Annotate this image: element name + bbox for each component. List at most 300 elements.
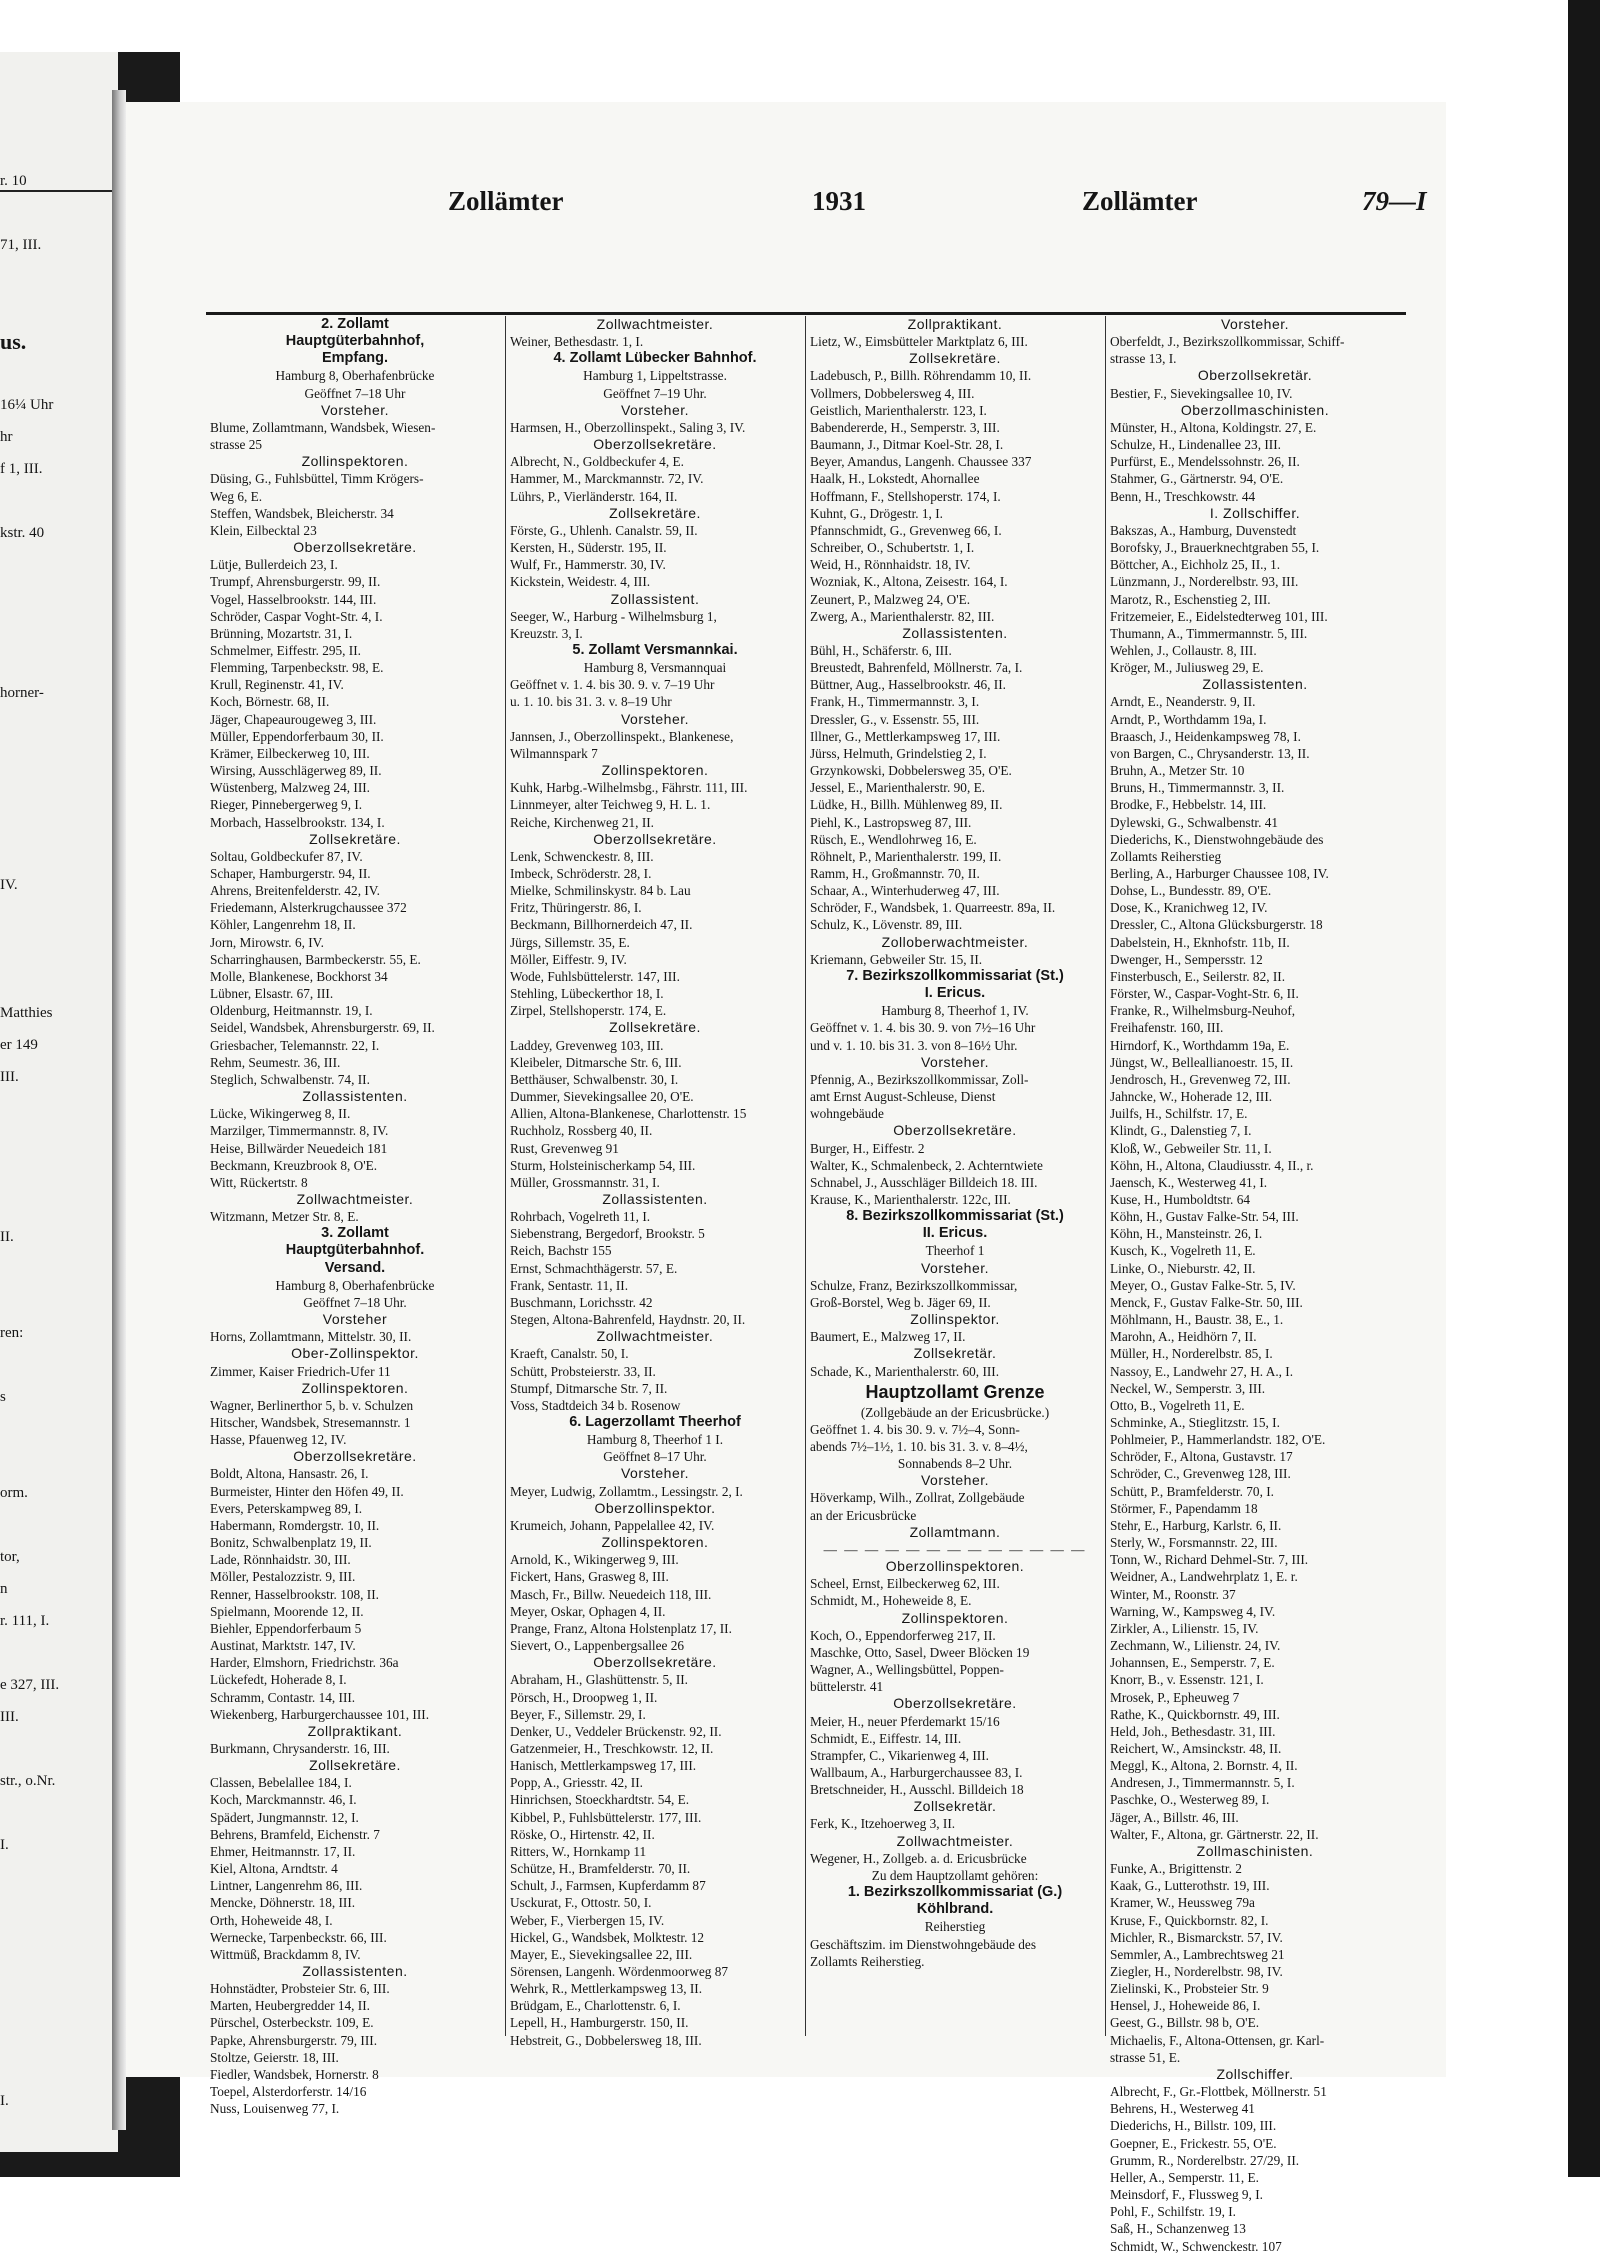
entry-line: Dressler, G., v. Essenstr. 55, III. [810, 711, 980, 727]
prev-page-fragment: II. [0, 1229, 14, 1245]
entry-line: Dohse, L., Bundesstr. 89, O'E. [1110, 883, 1272, 899]
prev-page-fragment: III. [0, 1709, 19, 1725]
entry-line: Kusch, K., Vogelreth 11, E. [1110, 1243, 1256, 1259]
entry-line: Burger, H., Eiffestr. 2 [810, 1140, 925, 1156]
office-info: Hamburg 8, Theerhof 1 I. [586, 1432, 724, 1448]
entry-line: Beckmann, Kreuzbrook 8, O'E. [210, 1157, 378, 1173]
prev-page-fragment: ren: [0, 1325, 24, 1341]
entry-line: Brüdgam, E., Charlottenstr. 6, I. [510, 1998, 681, 2014]
section-heading: Zollinspektoren. [901, 1609, 1009, 1626]
section-heading: Zollwachtmeister. [296, 1190, 414, 1207]
section-heading: Zollassistenten. [302, 1963, 408, 1979]
blank-entry-line: — — — — — — — — — — — — — [823, 1541, 1087, 1557]
entry-line: Vogel, Hasselbrookstr. 144, III. [210, 591, 377, 607]
entry-line: Dwenger, H., Sempersstr. 12 [1110, 951, 1263, 967]
section-heading: Vorsteher. [620, 710, 690, 727]
section-heading: Zollwachtmeister. [596, 1328, 714, 1345]
entry-line: Geöffnet 1. 4. bis 30. 9. v. 7½–4, Sonn- [810, 1421, 1020, 1437]
entry-line: Pfennig, A., Bezirkszollkommissar, Zoll- [810, 1071, 1029, 1087]
entry-line: Papke, Ahrensburgerstr. 79, III. [210, 2032, 378, 2048]
entry-line: Möhlmann, H., Baustr. 38, E., 1. [1110, 1312, 1284, 1328]
entry-line: Freihafenstr. 160, III. [1110, 1020, 1224, 1036]
entry-line: Marohn, A., Heidhörn 7, II. [1110, 1329, 1257, 1345]
entry-line: Semmler, A., Lambrechtsweg 21 [1110, 1946, 1285, 1962]
office-heading: Empfang. [321, 350, 389, 367]
entry-line: Kruse, F., Quickbornstr. 82, I. [1110, 1912, 1269, 1928]
prev-page-fragment: us. [0, 329, 27, 354]
entry-line: Stehr, E., Harburg, Karlstr. 6, II. [1110, 1517, 1282, 1533]
section-heading: Vorsteher. [1220, 316, 1290, 332]
section-heading: Zollsekretäre. [609, 1019, 701, 1036]
previous-page-edge [0, 52, 118, 2152]
entry-line: Koch, Marckmannstr. 46, I. [210, 1792, 357, 1808]
entry-line: Lepell, H., Hamburgerstr. 150, II. [510, 2015, 689, 2031]
entry-line: Mielke, Schmilinskystr. 84 b. Lau [510, 883, 691, 899]
entry-line: Blume, Zollamtmann, Wandsbek, Wiesen- [210, 419, 436, 435]
entry-line: Winter, M., Roonstr. 37 [1110, 1586, 1236, 1602]
entry-line: Oberfeldt, J., Bezirkszollkommissar, Schiff- [1110, 334, 1345, 350]
entry-line: Marzilger, Timmermannstr. 8, IV. [210, 1123, 389, 1139]
entry-line: Zirpel, Stellshoperstr. 174, E. [510, 1003, 667, 1019]
entry-line: Soltau, Goldbeckufer 87, IV. [210, 848, 363, 864]
entry-line: Schulz, K., Lövenstr. 89, III. [810, 917, 963, 933]
entry-line: Baumann, J., Ditmar Koel-Str. 28, I. [810, 437, 1004, 453]
entry-line: Juilfs, H., Schilfstr. 17, E. [1110, 1106, 1248, 1122]
entry-line: Masch, Fr., Billw. Neuedeich 118, III. [510, 1586, 712, 1602]
entry-line: Zimmer, Kaiser Friedrich-Ufer 11 [210, 1363, 391, 1379]
entry-line: wohngebäude [810, 1106, 884, 1122]
section-heading: Zollassistent. [610, 590, 700, 607]
entry-line: Hensel, J., Hoheweide 86, I. [1110, 1998, 1261, 2014]
section-heading: Zollassistenten. [1202, 676, 1308, 693]
entry-line: Bühl, H., Schäferstr. 6, III. [810, 642, 952, 658]
section-heading: Zollsekretäre. [309, 1757, 401, 1774]
entry-line: Geöffnet v. 1. 4. bis 30. 9. von 7½–16 Uhr [810, 1020, 1036, 1036]
entry-line: Jessel, E., Marienthalerstr. 90, E. [810, 780, 986, 796]
entry-line: Rieger, Pinnebergerweg 9, I. [210, 797, 363, 813]
entry-line: Geest, G., Billstr. 98 b, O'E. [1110, 2015, 1260, 2031]
entry-line: Groß-Borstel, Weg b. Jäger 69, II. [810, 1294, 991, 1310]
entry-line: Michaelis, F., Altona-Ottensen, gr. Karl- [1110, 2032, 1325, 2048]
entry-line: Krause, K., Marienthalerstr. 122c, III. [810, 1191, 1011, 1207]
section-heading: Oberzollsekretäre. [893, 1695, 1017, 1712]
entry-line: Schult, J., Farmsen, Kupferdamm 87 [510, 1878, 706, 1894]
office-info: Geöffnet 7–19 Uhr. [603, 385, 707, 401]
entry-line: Bakszas, A., Hamburg, Duvenstedt [1110, 522, 1297, 538]
entry-line: Schaar, A., Winterhuderweg 47, III. [810, 883, 1000, 899]
entry-line: Schulze, H., Lindenallee 23, III. [1110, 437, 1281, 453]
entry-line: Braasch, J., Heidenkampsweg 78, I. [1110, 728, 1301, 744]
entry-line: Koch, Börnestr. 68, II. [210, 694, 330, 710]
entry-line: Schröder, F., Altona, Gustavstr. 17 [1110, 1449, 1293, 1465]
entry-line: Krämer, Eilbeckerweg 10, III. [210, 745, 370, 761]
entry-line: Heise, Billwärder Neuedeich 181 [210, 1140, 388, 1156]
office-title: Hauptzollamt Grenze [865, 1381, 1045, 1402]
entry-line: Rehm, Seumestr. 36, III. [210, 1054, 341, 1070]
entry-line: Trumpf, Ahrensburgerstr. 99, II. [210, 574, 381, 590]
entry-line: Pohlmeier, P., Hammerlandstr. 182, O'E. [1110, 1432, 1326, 1448]
entry-line: Zollamts Reiherstieg. [810, 1953, 925, 1969]
section-heading: Zollsekretär. [913, 1345, 997, 1362]
entry-line: Büttner, Aug., Hasselbrookstr. 46, II. [810, 677, 1006, 693]
entry-line: Linnmeyer, alter Teichweg 9, H. L. 1. [510, 797, 711, 813]
entry-line: Lenk, Schwenckestr. 8, III. [510, 848, 654, 864]
entry-line: Scheel, Ernst, Eilbeckerweg 62, III. [810, 1576, 1000, 1592]
office-heading: Köhlbrand. [916, 1901, 994, 1918]
entry-line: Piehl, K., Lastropsweg 87, III. [810, 814, 972, 830]
entry-line: Breustedt, Bahrenfeld, Möllnerstr. 7a, I. [810, 660, 1023, 676]
entry-line: Zeunert, P., Malzweg 24, O'E. [810, 591, 971, 607]
entry-line: Vollmers, Dobbelersweg 4, III. [810, 385, 975, 401]
entry-line: Fickert, Hans, Grasweg 8, III. [510, 1569, 669, 1585]
entry-line: büttelerstr. 41 [810, 1679, 884, 1695]
entry-line: Lührs, P., Vierländerstr. 164, II. [510, 488, 678, 504]
entry-line: Abraham, H., Glashüttenstr. 5, II. [510, 1672, 688, 1688]
entry-line: Dabelstein, H., Eknhofstr. 11b, II. [1110, 934, 1290, 950]
prev-page-fragment: kstr. 40 [0, 525, 45, 541]
office-info: Hamburg 8, Theerhof 1, IV. [881, 1003, 1029, 1019]
entry-line: Kickstein, Weidestr. 4, III. [510, 574, 651, 590]
entry-line: Held, Joh., Bethesdastr. 31, III. [1110, 1723, 1276, 1739]
entry-line: Walter, F., Altona, gr. Gärtnerstr. 22, II. [1110, 1826, 1319, 1842]
entry-line: Sievert, O., Lappenbergsallee 26 [510, 1638, 685, 1654]
entry-line: Schütt, P., Bramfelderstr. 70, I. [1110, 1483, 1274, 1499]
entry-line: Harmsen, H., Oberzollinspekt., Saling 3, IV. [510, 419, 746, 435]
entry-line: Lietz, W., Eimsbütteler Marktplatz 6, III. [810, 334, 1028, 350]
entry-line: Rohrbach, Vogelreth 11, I. [510, 1209, 651, 1225]
entry-line: Borofsky, J., Brauerknechtgraben 55, I. [1110, 540, 1320, 556]
section-heading: Vorsteher. [320, 401, 390, 418]
entry-line: Siebenstrang, Bergedorf, Brookstr. 5 [510, 1226, 705, 1242]
prev-page-fragment: Matthies [0, 1005, 53, 1021]
entry-line: Schütt, Probsteierstr. 33, II. [510, 1363, 656, 1379]
entry-line: Köhn, H., Mansteinstr. 26, I. [1110, 1226, 1263, 1242]
section-heading: Oberzollsekretär. [1197, 367, 1313, 384]
entry-line: Tonn, W., Richard Dehmel-Str. 7, III. [1110, 1552, 1309, 1568]
entry-line: Johannsen, E., Semperstr. 7, E. [1110, 1655, 1275, 1671]
entry-line: Kreuzstr. 3, I. [510, 625, 583, 641]
entry-line: von Bargen, C., Chrysanderstr. 13, II. [1110, 745, 1310, 761]
entry-line: Witzmann, Metzer Str. 8, E. [210, 1209, 359, 1225]
entry-line: Geschäftszim. im Dienstwohngebäude des [810, 1936, 1036, 1952]
entry-line: Klein, Eilbecktal 23 [210, 522, 317, 538]
entry-line: Ehmer, Heitmannstr. 17, II. [210, 1843, 356, 1859]
entry-line: Seidel, Wandsbek, Ahrensburgerstr. 69, II. [210, 1020, 435, 1036]
office-heading: 6. Lagerzollamt Theerhof [569, 1414, 741, 1430]
entry-line: Bruhn, A., Metzer Str. 10 [1110, 763, 1245, 779]
entry-line: Spädert, Jungmannstr. 12, I. [210, 1809, 359, 1825]
entry-line: Stahmer, G., Gärtnerstr. 94, O'E. [1110, 471, 1284, 487]
entry-line: Wehrk, R., Mettlerkampsweg 13, II. [510, 1981, 703, 1997]
entry-line: Stehling, Lübeckerthor 18, I. [510, 986, 664, 1002]
entry-line: Illner, G., Mettlerkampsweg 17, III. [810, 728, 1001, 744]
entry-line: Dummer, Sievekingsallee 20, O'E. [510, 1089, 694, 1105]
entry-line: Weidner, A., Landwehrplatz 1, E. r. [1110, 1569, 1298, 1585]
entry-line: Köhler, Langenrehm 18, II. [210, 917, 356, 933]
entry-line: Kröger, M., Juliusweg 29, E. [1110, 660, 1264, 676]
entry-line: Grumm, R., Norderelbstr. 27/29, II. [1110, 2152, 1300, 2168]
entry-line: Kloß, W., Gebweiler Str. 11, I. [1110, 1140, 1272, 1156]
entry-line: Toepel, Alsterdorferstr. 14/16 [210, 2084, 367, 2100]
entry-line: Rüsch, E., Wendlohrweg 16, E. [810, 831, 977, 847]
entry-line: Seeger, W., Harburg - Wilhelmsburg 1, [510, 608, 717, 624]
section-heading: Zollsekretäre. [609, 504, 701, 521]
prev-page-fragment: n [0, 1581, 8, 1597]
entry-line: Zechmann, W., Lilienstr. 24, IV. [1110, 1638, 1281, 1654]
entry-line: Köhn, H., Altona, Claudiusstr. 4, II., r. [1110, 1157, 1314, 1173]
entry-line: Schmelmer, Eiffestr. 295, II. [210, 642, 361, 658]
office-heading: Hauptgüterbahnhof. [285, 1242, 425, 1259]
entry-line: Müller, H., Norderelbstr. 85, I. [1110, 1346, 1273, 1362]
entry-line: Morbach, Hasselbrookstr. 134, I. [210, 814, 385, 830]
section-heading: Oberzollsekretäre. [293, 539, 417, 556]
office-info: (Zollgebäude an der Ericusbrücke.) [860, 1404, 1050, 1420]
entry-line: Hickel, G., Wandsbek, Molktestr. 12 [510, 1929, 705, 1945]
entry-line: Hirndorf, K., Worthdamm 19a, E. [1110, 1037, 1290, 1053]
entry-line: Schaper, Hamburgerstr. 94, II. [210, 866, 371, 881]
office-info: Hamburg 8, Versmannquai [583, 660, 727, 676]
prev-page-fragment: e 327, III. [0, 1677, 60, 1693]
page-number: 79—I [1362, 186, 1427, 216]
entry-line: Lübner, Elsastr. 67, III. [210, 986, 334, 1002]
entry-line: Scharringhausen, Barmbeckerstr. 55, E. [210, 951, 421, 967]
entry-line: Bruns, H., Timmermannstr. 3, II. [1110, 780, 1285, 796]
entry-line: Haalk, H., Lokstedt, Ahornallee [810, 471, 980, 487]
entry-line: Meyer, Oskar, Ophagen 4, II. [510, 1603, 666, 1619]
entry-line: Brodke, F., Hebbelstr. 14, III. [1110, 797, 1267, 813]
entry-line: Jürss, Helmuth, Grindelstieg 2, I. [810, 745, 987, 761]
entry-line: Schmidt, E., Eiffestr. 14, III. [810, 1730, 962, 1746]
entry-line: Burmeister, Hinter den Höfen 49, II. [210, 1483, 404, 1499]
entry-line: Koch, O., Eppendorferweg 217, II. [810, 1627, 996, 1643]
entry-line: Burkmann, Chrysanderstr. 16, III. [210, 1740, 390, 1756]
section-heading: Oberzollsekretäre. [593, 1654, 717, 1671]
section-heading: Zollschiffer. [1216, 2065, 1294, 2082]
entry-line: Fritz, Thüringerstr. 86, I. [510, 900, 642, 916]
section-heading: Zollpraktikant. [307, 1722, 403, 1739]
entry-line: Thumann, A., Timmermannstr. 5, III. [1110, 625, 1308, 641]
entry-line: Pörsch, H., Droopweg 1, II. [510, 1689, 658, 1705]
entry-line: Schreiber, O., Schubertstr. 1, I. [810, 540, 975, 556]
entry-line: Lütje, Bullerdeich 23, I. [210, 557, 338, 573]
entry-line: Münster, H., Altona, Koldingstr. 27, E. [1110, 419, 1317, 435]
section-heading: Zollsekretär. [913, 1798, 997, 1815]
entry-line: Harder, Elmshorn, Friedrichstr. 36a [210, 1655, 399, 1671]
section-heading: Zollinspektoren. [601, 762, 709, 779]
entry-line: Frank, H., Timmermannstr. 3, I. [810, 694, 980, 710]
entry-line: Kibbel, P., Fuhlsbüttelerstr. 177, III. [510, 1809, 702, 1825]
entry-line: u. 1. 10. bis 31. 3. v. 8–19 Uhr [510, 694, 672, 710]
office-heading: II. Ericus. [922, 1225, 988, 1242]
entry-line: Schmidt, W., Schwenckestr. 107 [1110, 2238, 1282, 2254]
entry-line: Jendrosch, H., Grevenweg 72, III. [1110, 1071, 1291, 1087]
prev-page-fragment: r. 111, I. [0, 1613, 50, 1629]
entry-line: Heller, A., Semperstr. 11, E. [1110, 2169, 1259, 2185]
entry-line: Rathe, K., Quickbornstr. 49, III. [1110, 1706, 1280, 1722]
office-info: Hamburg 8, Oberhafenbrücke [275, 1277, 435, 1293]
column-4 [1110, 316, 1400, 2254]
entry-line: Betthäuser, Schwalbenstr. 30, I. [510, 1071, 679, 1087]
entry-line: Habermann, Romdergstr. 10, II. [210, 1517, 380, 1533]
section-heading: Zollinspektor. [910, 1311, 1000, 1328]
entry-line: Mayer, E., Sievekingsallee 22, III. [510, 1946, 693, 1962]
entry-line: Classen, Bebelallee 184, I. [210, 1775, 352, 1791]
entry-line: Wittmüß, Brackdamm 8, IV. [210, 1946, 361, 1962]
entry-line: Goepner, E., Frickestr. 55, O'E. [1110, 2135, 1277, 2151]
office-heading: 2. Zollamt [321, 316, 389, 332]
entry-line: Ritters, W., Hornkamp 11 [510, 1843, 647, 1859]
entry-line: Müller, Grossmannstr. 31, I. [510, 1174, 660, 1190]
section-heading: Zollinspektoren. [301, 1379, 409, 1396]
entry-line: Jahncke, W., Hoherade 12, III. [1110, 1089, 1273, 1105]
entry-line: Denker, U., Veddeler Brückenstr. 92, II. [510, 1723, 722, 1739]
office-heading: 5. Zollamt Versmannkai. [572, 641, 738, 658]
entry-line: Andresen, J., Timmermannstr. 5, I. [1110, 1775, 1295, 1791]
entry-line: Linke, O., Nieburstr. 42, II. [1110, 1260, 1256, 1276]
column-2 [510, 316, 800, 2048]
office-info: Hamburg 8, Oberhafenbrücke [275, 368, 435, 384]
prev-page-rule [0, 190, 118, 192]
section-heading: Vorsteher. [920, 1259, 990, 1276]
entry-line: Wernecke, Tarpenbeckstr. 66, III. [210, 1929, 387, 1945]
entry-line: Otto, B., Vogelreth 11, E. [1110, 1397, 1245, 1413]
office-info: Hamburg 1, Lippeltstrasse. [583, 368, 727, 384]
header-right-title: Zollämter [1082, 186, 1198, 216]
entry-line: Förster, W., Caspar-Voght-Str. 6, II. [1110, 986, 1299, 1002]
entry-line: Behrens, Bramfeld, Eichenstr. 7 [210, 1826, 380, 1842]
prev-page-fragment: IV. [0, 877, 18, 893]
entry-line: Ramm, H., Großmannstr. 70, II. [810, 866, 980, 881]
section-heading: Vorsteher. [920, 1053, 990, 1070]
entry-line: Zwerg, A., Marienthalerstr. 82, III. [810, 608, 995, 624]
entry-line: Frank, Sentastr. 11, II. [510, 1277, 629, 1293]
entry-line: Benn, H., Treschkowstr. 44 [1110, 488, 1256, 504]
entry-line: Austinat, Marktstr. 147, IV. [210, 1638, 356, 1654]
entry-line: Baumert, E., Malzweg 17, II. [810, 1329, 966, 1345]
entry-line: Hammer, M., Marckmannstr. 72, IV. [510, 471, 704, 487]
column-divider [805, 316, 806, 2036]
entry-line: Schütze, H., Bramfelderstr. 70, II. [510, 1861, 691, 1877]
entry-line: Molle, Blankenese, Bockhorst 34 [210, 968, 388, 984]
entry-line: Wilmannspark 7 [510, 745, 598, 761]
entry-line: Schröder, Caspar Voght-Str. 4, I. [210, 608, 383, 624]
column-1 [210, 316, 500, 2117]
entry-line: Buschmann, Lorichsstr. 42 [510, 1294, 653, 1310]
entry-line: Walter, K., Schmalenbeck, 2. Achterntwiete [810, 1157, 1043, 1173]
entry-line: Wulf, Fr., Hammerstr. 30, IV. [510, 557, 666, 573]
entry-line: Strampfer, C., Vikarienweg 4, III. [810, 1747, 989, 1763]
entry-line: Orth, Hoheweide 48, I. [210, 1912, 333, 1928]
entry-line: Hasse, Pfauenweg 12, IV. [210, 1432, 347, 1448]
entry-line: Grzynkowski, Dobbelersweg 35, O'E. [810, 763, 1012, 779]
entry-line: Förste, G., Uhlenh. Canalstr. 59, II. [510, 522, 698, 538]
entry-line: Stoltze, Geierstr. 18, III. [210, 2049, 339, 2065]
column-3 [810, 316, 1100, 2036]
entry-line: Finsterbusch, E., Seilerstr. 82, II. [1110, 968, 1286, 984]
section-heading: Vorsteher. [920, 1472, 990, 1489]
header-left-title: Zollämter [448, 186, 564, 216]
entry-line: Nassoy, E., Landwehr 27, H. A., I. [1110, 1363, 1294, 1379]
entry-line: Möller, Pestalozzistr. 9, III. [210, 1569, 356, 1585]
office-info: Theerhof 1 [925, 1243, 985, 1259]
entry-line: Lückefedt, Hoherade 8, I. [210, 1672, 347, 1688]
entry-line: Meyer, Ludwig, Zollamtm., Lessingstr. 2, I. [510, 1483, 743, 1499]
entry-line: Weber, F., Vierbergen 15, IV. [510, 1912, 665, 1928]
section-heading: Vorsteher [322, 1311, 388, 1328]
entry-line: Kiel, Altona, Arndtstr. 4 [210, 1861, 338, 1877]
prev-page-fragment: III. [0, 1069, 19, 1085]
entry-line: Zirkler, A., Lilienstr. 15, IV. [1110, 1620, 1259, 1636]
entry-line: Meinsdorf, F., Flussweg 9, I. [1110, 2187, 1263, 2203]
entry-line: Marotz, R., Eschenstieg 2, III. [1110, 591, 1271, 607]
entry-line: Ruchholz, Rossberg 40, II. [510, 1123, 653, 1139]
section-heading: Zollassistenten. [302, 1088, 408, 1105]
column-divider [505, 316, 506, 2036]
directory-page [126, 102, 1446, 2254]
section-heading: Zollinspektoren. [301, 453, 409, 470]
entry-line: amt Ernst August-Schleuse, Dienst [810, 1089, 996, 1105]
entry-line: Hoffmann, F., Stellshoperstr. 174, I. [810, 488, 1001, 504]
entry-line: Pürschel, Osterbeckstr. 109, E. [210, 2015, 374, 2031]
entry-line: Wehlen, J., Collaustr. 8, III. [1110, 642, 1257, 658]
section-heading: Oberzollsekretäre. [893, 1122, 1017, 1139]
entry-line: Jorn, Mirowstr. 6, IV. [210, 934, 324, 950]
entry-line: Hanisch, Mettlerkampsweg 17, III. [510, 1758, 697, 1774]
entry-line: Kramer, W., Heussweg 79a [1110, 1895, 1255, 1911]
entry-line: Bretschneider, H., Ausschl. Billdeich 18 [810, 1782, 1024, 1798]
entry-line: Ferk, K., Itzehoerweg 3, II. [810, 1816, 956, 1832]
entry-line: Wirsing, Ausschlägerweg 89, II. [210, 763, 382, 779]
entry-line: Geistlich, Marienthalerstr. 123, I. [810, 402, 987, 418]
entry-line: Jüngst, W., Belleallianoestr. 15, II. [1110, 1054, 1294, 1070]
entry-line: Lücke, Wikingerweg 8, II. [210, 1106, 351, 1122]
section-heading: Oberzollsekretäre. [593, 436, 717, 453]
entry-line: Diederichs, K., Dienstwohngebäude des [1110, 831, 1324, 847]
office-heading: 7. Bezirkszollkommissariat (St.) [846, 967, 1064, 984]
entry-line: Kriemann, Gebweiler Str. 15, II. [810, 951, 983, 967]
entry-line: Reiche, Kirchenweg 21, II. [510, 814, 654, 830]
prev-page-fragment: orm. [0, 1485, 28, 1501]
entry-line: Saß, H., Schanzenweg 13 [1110, 2221, 1246, 2237]
scan-border-right [1568, 0, 1600, 2177]
entry-line: Friedemann, Alsterkrugchaussee 372 [210, 900, 407, 916]
entry-line: Neckel, W., Semperstr. 3, III. [1110, 1380, 1266, 1396]
entry-line: Arndt, E., Neanderstr. 9, II. [1110, 694, 1256, 710]
entry-line: Witt, Rückertstr. 8 [210, 1174, 308, 1190]
prev-page-fragment: I. [0, 2093, 9, 2109]
office-heading: I. Ericus. [924, 985, 986, 1002]
office-info: Reiherstieg [924, 1919, 986, 1935]
prev-page-fragment: s [0, 1389, 6, 1405]
section-heading: Zollsekretäre. [309, 830, 401, 847]
entry-line: Sörensen, Langenh. Wördenmoorweg 87 [510, 1964, 728, 1979]
entry-line: Zollamts Reiherstieg [1110, 848, 1222, 864]
entry-line: Arndt, P., Worthdamm 19a, I. [1110, 711, 1267, 727]
entry-line: Hinrichsen, Stoeckhardtstr. 54, E. [510, 1792, 690, 1808]
section-heading: Vorsteher. [620, 1465, 690, 1482]
entry-line: Pfannschmidt, G., Grevenweg 66, I. [810, 522, 1002, 538]
entry-line: Zielinski, K., Probsteier Str. 9 [1110, 1981, 1269, 1997]
entry-line: Krull, Reginenstr. 41, IV. [210, 677, 344, 693]
entry-line: Voss, Stadtdeich 34 b. Rosenow [510, 1397, 681, 1413]
office-info: Sonnabends 8–2 Uhr. [897, 1456, 1013, 1472]
header-year: 1931 [812, 186, 866, 216]
section-heading: Zollamtmann. [909, 1523, 1001, 1540]
office-heading: 1. Bezirkszollkommissariat (G.) [847, 1884, 1063, 1901]
entry-line: Schminke, A., Stieglitzstr. 15, I. [1110, 1415, 1280, 1430]
entry-line: Ziegler, H., Norderelbstr. 98, IV. [1110, 1964, 1283, 1979]
office-heading: 3. Zollamt [321, 1225, 389, 1242]
